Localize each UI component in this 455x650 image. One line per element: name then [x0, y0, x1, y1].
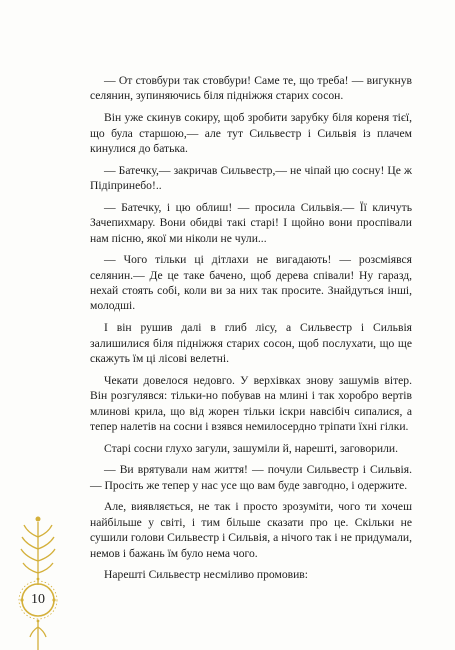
paragraph-2: Він уже скинув сокиру, щоб зробити зарубку біля кореня тієї, що була старшою,— але тут Сильвестр і Сильвія із плачем кинулися до батька.: [90, 111, 412, 155]
paragraph-11: Нарешті Сильвестр несміливо промовив:: [104, 568, 308, 582]
paragraph-3: — Батечку,— закричав Сильвестр,— не чіпай цю сосну! Це ж Підіпринебо!..: [90, 163, 412, 193]
paragraph-1: — От стовбури так стовбури! Саме те, що треба! — вигукнув селянин, зупиняючись біля підніжжя старих сосон.: [90, 74, 412, 103]
page-text: [90, 73, 412, 589]
paragraph-10: Але, виявляється, не так і просто зрозуміти, чого ти хочеш найбільше у світі, і тим більше сказати про це. Скільки не сушили голови Сильвестр і Сильвія, а нічого так і не придумали, немов і бажань їм було нема чого.: [90, 500, 412, 560]
paragraph-5: — Чого тільки ці дітлахи не вигадають! — розсміявся селянин.— Де це таке бачено, щоб дерева співали! Ну гаразд, нехай стоять собі, коли ви за них так просите. Знайдуться інші, молодші.: [90, 253, 412, 313]
paragraph-6: І він рушив далі в глиб лісу, а Сильвестр і Сильвія залишилися біля підніжжя старих сосон, щоб послухати, що ще скажуть їм ці лісові велетні.: [90, 321, 412, 365]
paragraph-8: Старі сосни глухо загули, зашуміли й, нарешті, заговорили.: [104, 441, 399, 455]
paragraph-7: Чекати довелося недовго. У верхівках знову зашумів вітер. Він розгулявся: тільки-но побував на млині і так хоробро вертів млинові крила, що від жорен тільки іскри навсібіч сипалися, а тепер налетів на сосни і взявся немилосердно тріпати їхні гілки.: [90, 373, 412, 433]
gold-ornament-icon: [8, 515, 68, 650]
paragraph-4: — Батечку, і цю облиш! — просила Сильвія.— Її кличуть Зачепихмару. Вони обидві такі старі! І щойно вони проспівали нам пісню, якої ми ніколи не чули...: [90, 200, 412, 245]
page-number: 10: [31, 592, 45, 607]
paragraph-9: — Ви врятували нам життя! — почули Сильвестр і Сильвія.— Просіть же тепер у нас усе що вам буде завгодно, і одержите.: [90, 463, 412, 492]
